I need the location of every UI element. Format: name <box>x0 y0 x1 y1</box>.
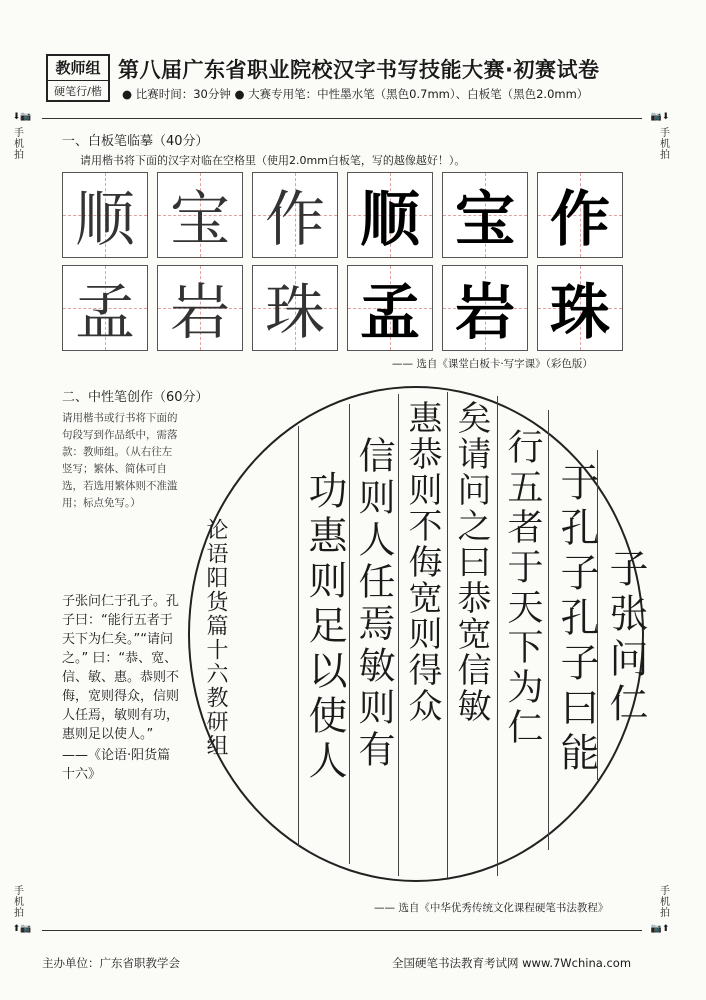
camera-marker-icon: ⬇📷 <box>12 112 32 122</box>
section1-source: —— 选自《课堂白板卡·写字课》（彩色版） <box>392 358 593 370</box>
signature: 论语阳货篇十六教研组 <box>203 518 228 758</box>
calligraphy-column-6: 信则人任焉敏则有 <box>352 436 395 772</box>
copy-cell: 作 <box>252 172 338 258</box>
column-rule <box>298 426 299 846</box>
badge-script-label: 硬笔行/楷 <box>54 85 102 98</box>
camera-marker-icon: 📷⬇ <box>650 112 670 122</box>
phone-photo-label: 手机拍 <box>660 128 670 161</box>
column-rule <box>447 392 448 878</box>
section2-heading: 二、中性笔创作（60分） <box>62 390 209 405</box>
section2-instruction: 请用楷书或行书将下面的句段写到作品纸中，需落款：教师组。（从右往左竖写；繁体、简体可自选，若选用繁体则不准滥用；标点免写。） <box>62 412 178 509</box>
copy-cell: 宝 <box>442 172 528 258</box>
phone-photo-label: 手机拍 <box>14 128 24 161</box>
calligraphy-column-3: 行五者于天下为仁 <box>502 428 543 748</box>
section2-source: —— 选自《中华优秀传统文化课程硬笔书法教程》 <box>374 902 609 914</box>
calligraphy-column-7: 功惠则足以使人 <box>302 470 347 785</box>
column-rule <box>398 394 399 876</box>
copy-cell: 珠 <box>252 265 338 351</box>
column-rule <box>548 410 549 850</box>
top-divider <box>42 118 642 119</box>
column-rule <box>497 396 498 876</box>
camera-marker-icon: ⬆📷 <box>12 924 32 934</box>
calligraphy-column-5: 惠恭则不侮宽则得众 <box>402 400 442 724</box>
phone-photo-label: 手机拍 <box>14 886 24 919</box>
calligraphy-column-2: 于孔子孔子曰能 <box>554 462 599 777</box>
copy-grid-row-2 <box>62 265 623 351</box>
exam-info: ● 比赛时间：30分钟 ● 大赛专用笔：中性墨水笔（黑色0.7mm）、白板笔（黑色2.0mm） <box>122 87 589 101</box>
website: 全国硬笔书法教育考试网 www.7Wchina.com <box>392 956 632 970</box>
calligraphy-column-1: 子张问仁 <box>603 548 648 728</box>
copy-cell: 岩 <box>157 265 243 351</box>
copy-cell: 作 <box>537 172 623 258</box>
section1-instruction: 请用楷书将下面的汉字对临在空格里（使用2.0mm白板笔，写的越像越好！）。 <box>80 154 466 167</box>
copy-cell: 珠 <box>537 265 623 351</box>
column-rule <box>349 404 350 864</box>
copy-grid-row-1 <box>62 172 623 258</box>
organizer: 主办单位：广东省职教学会 <box>42 956 180 970</box>
bottom-divider <box>42 930 642 931</box>
phone-photo-label: 手机拍 <box>660 886 670 919</box>
sample-text: 子张问仁于孔子。孔子曰：“能行五者于天下为仁矣。”“请问之。” 曰：“恭、宽、信、敏、惠。恭则不侮，宽则得众，信则人任焉，敏则有功，惠则足以使人。” <box>62 594 180 742</box>
copy-cell: 顺 <box>347 172 433 258</box>
copy-cell: 孟 <box>62 265 148 351</box>
group-badge <box>46 54 110 102</box>
calligraphy-column-4: 矣请问之曰恭宽信敏 <box>451 400 491 724</box>
copy-cell: 岩 <box>442 265 528 351</box>
badge-group-label: 教师组 <box>48 56 108 81</box>
copy-cell: 宝 <box>157 172 243 258</box>
copy-cell: 孟 <box>347 265 433 351</box>
page-title: 第八届广东省职业院校汉字书写技能大赛·初赛试卷 <box>118 58 600 82</box>
copy-cell: 顺 <box>62 172 148 258</box>
sample-source: ——《论语·阳货篇十六》 <box>62 748 171 782</box>
section1-heading: 一、白板笔临摹（40分） <box>62 134 209 149</box>
camera-marker-icon: 📷⬆ <box>650 924 670 934</box>
